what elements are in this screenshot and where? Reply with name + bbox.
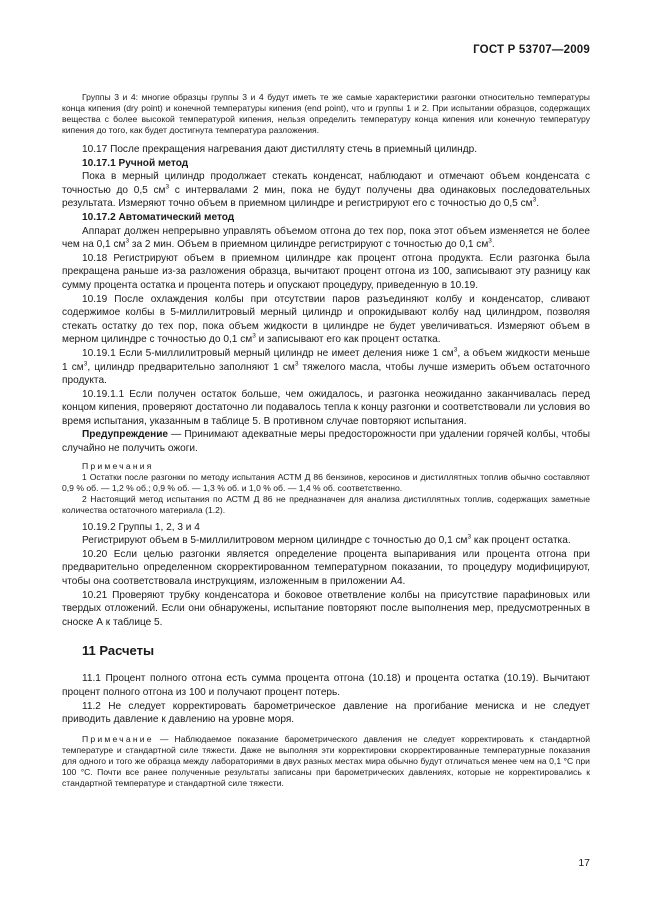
warning-label: Предупреждение: [82, 429, 169, 441]
page-number: 17: [578, 857, 590, 869]
paragraph-10-19-1-1: 10.19.1.1 Если получен остаток больше, чем ожидалось, и разгонка неожиданно заканчивалась перед концом кипения, проверяют достаточно ли подавалось тепла к концу разгонки и соответствовали ли условия во время испытания, указанным в таблице 5. В противном случае повторяют испытания.: [62, 388, 590, 427]
paragraph-10-19-2-text: Регистрируют объем в 5-миллилитровом мерном цилиндре с точностью до 0,1 $см^3$ как процент остатка.: [82, 533, 571, 547]
paragraph-10-20: 10.20 Если целью разгонки является определение процента выпаривания или процента отгона при предварительно определенном скорректированном температурном показании, то процедуру модифицируют, чтобы она соответствовала инструкциям, изложенным в приложении А4.: [62, 548, 590, 588]
paragraph-10-17: 10.17 После прекращения нагревания дают дистилляту стечь в приемный цилиндр.: [82, 144, 477, 155]
standard-header: ГОСТ Р 53707—2009: [473, 44, 590, 56]
warning-paragraph: Предупреждение — Принимают адекватные меры предосторожности при удалении горячей колбы, чтобы случайно не получить ожоги.: [62, 429, 590, 455]
paragraph-11-2: 11.2 Не следует корректировать барометрическое давление на прогибание мениска и не следует приводить давление к давлению на уровне моря.: [62, 700, 590, 726]
paragraph-10-17-1: Пока в мерный цилиндр продолжает стекать конденсат, наблюдают и отмечают объем конденсата с точностью до 0,5 $см^3$ с интервалами 2 мин, пока не будут получены два одинаковых последовательных результата. Измеряют точно объем в приемном цилиндре и регистрируют его с точностью до 0,5 $см^3$.: [62, 171, 590, 210]
notes-title: Примечания: [82, 460, 154, 471]
heading-10-17-2: 10.17.2 Автоматический метод: [82, 211, 235, 223]
paragraph-10-21: 10.21 Проверяют трубку конденсатора и боковое ответвление колбы на присутствие парафиновых или твердых отложений. Если они обнаружены, испытание повторяют после выполнения мер, предусмотренных в сноске А к таблице 5.: [62, 589, 590, 628]
paragraph-10-18: 10.18 Регистрируют объем в приемном цилиндре как процент отгона продукта. Если разгонка была прекращена раньше из-за разложения образца, вычитают процент отгона из 100, записывают эту разницу как сумму процента остатка и процента потерь и опускают процедуру, приведенную в 10.19.: [62, 252, 590, 291]
note-1: 1 Остатки после разгонки по методу испытания АСТМ Д 86 бензинов, керосинов и дистиллятных топлив обычно составляют 0,9 % об. — 1,2 % об.; 0,9 % об. — 1,3 % об. и 1,0 % об. — 1,4 % об. соответственно.: [62, 471, 590, 493]
paragraph-10-19-1: 10.19.1 Если 5-миллилитровый мерный цилиндр не имеет деления ниже 1 $см^3$, а объем жидкости меньше 1 $см^3$, цилиндр предварительно заполняют 1 $см^3$ тяжелого масла, чтобы лучше измерить объем остаточного продукта.: [62, 346, 591, 387]
note-2: 2 Настоящий метод испытания по АСТМ Д 86 не предназначен для анализа дистиллятных топлив, содержащих заметные количества остаточного материала (1.2).: [62, 493, 590, 515]
paragraph-10-19-2: 10.19.2 Группы 1, 2, 3 и 4: [82, 521, 200, 533]
final-note-label: Примечание: [82, 733, 154, 744]
document-body: [62, 92, 590, 789]
final-note: Примечание — Наблюдаемое показание барометрического давления не следует корректировать к стандартной температуре и стандартной силе тяжести. Даже не выполняя эти корректировки скорректированные температурные показания для одного и того же образца между лабораториями в двух разных местах мира обычно будут отличаться менее чем на 0,1 °С при 100 °С. Почти все ранее полученные результаты записаны при барометрических давлениях, которые не корректировались к стандартной температуре и стандартной силе тяжести.: [62, 733, 590, 788]
section-11-title: 11 Расчеты: [82, 643, 155, 659]
heading-10-17-1: 10.17.1 Ручной метод: [82, 157, 189, 169]
groups-note: Группы 3 и 4: многие образцы группы 3 и 4 будут иметь те же самые характеристики разгонки относительно температуры конца кипения (dry point) и конечной температуры кипения (end point), что и группы 1 и 2. При испытании образцов, содержащих вещества с более высокой температурой кипения, нельзя определить температуру конца кипения или конечную температуру кипения до того, как будет достигнута температура разложения.: [62, 92, 590, 135]
paragraph-10-19: 10.19 После охлаждения колбы при отсутствии паров разъединяют колбу и конденсатор, сливают содержимое колбы в 5-миллилитровый мерный цилиндр и опрокидывают колбу над цилиндром, позволяя стекать остатку до тех пор, пока объем жидкости в цилиндре не будет увеличиваться. Измеряют объем в мерном цилиндре с точностью до 0,1 $см^3$ и записывают его как процент остатка.: [62, 293, 590, 346]
paragraph-11-1: 11.1 Процент полного отгона есть сумма процента отгона (10.18) и процента остатка (10.19). Вычитают процент полного отгона из 100 и получают процент потерь.: [62, 673, 590, 698]
paragraph-10-17-2: Аппарат должен непрерывно управлять объемом отгона до тех пор, пока этот объем изменяется не более чем на 0,1 $см^3$ за 2 мин. Объем в приемном цилиндре регистрируют с точностью до 0,1 $см^3$.: [62, 225, 590, 251]
